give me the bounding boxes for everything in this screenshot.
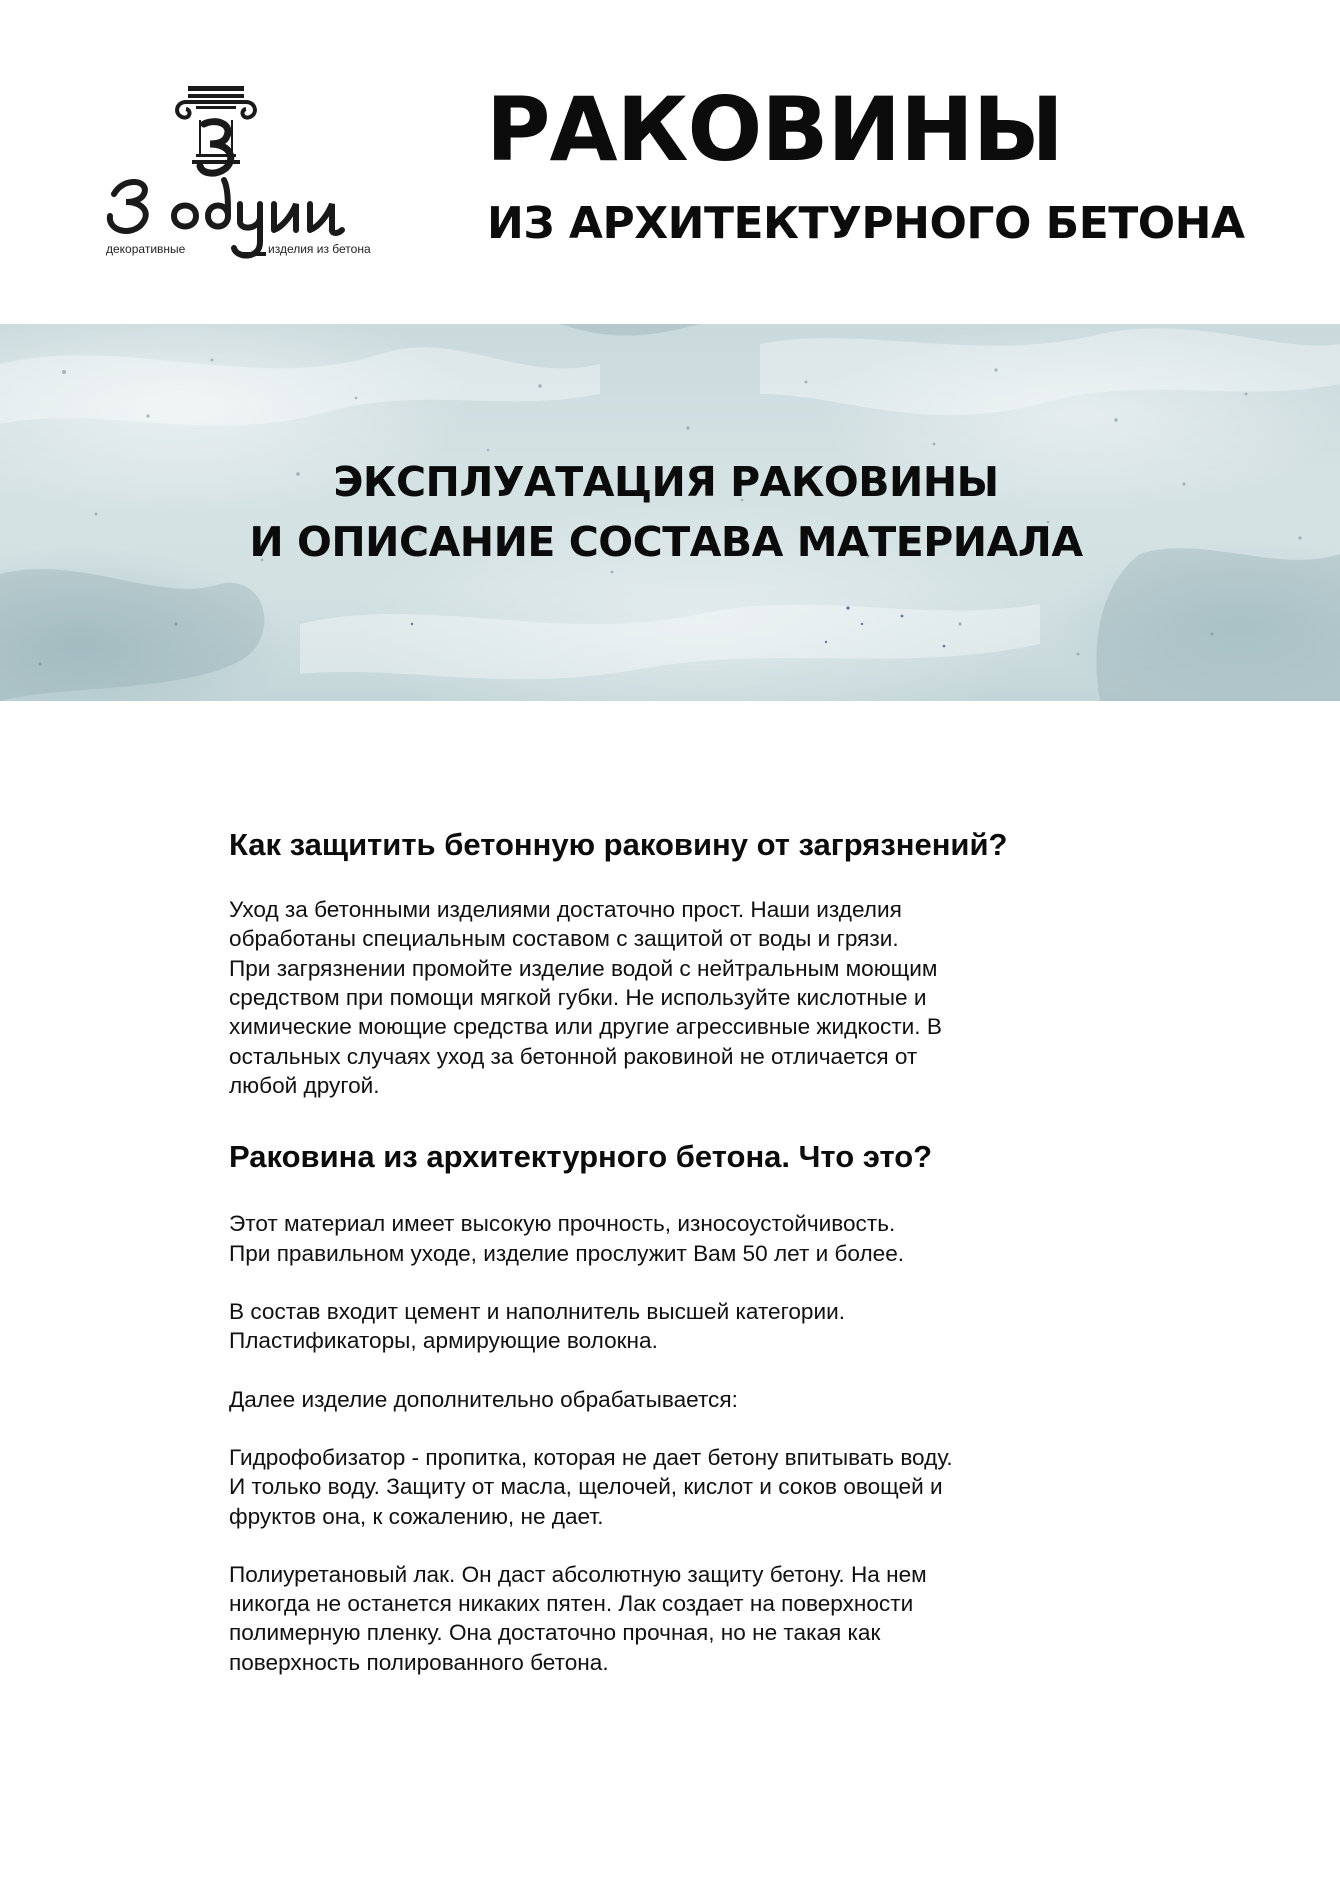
page-title: РАКОВИНЫ [486,78,1063,181]
concrete-banner [0,324,1340,701]
material-paragraph-hydrophobizer: Гидрофобизатор - пропитка, которая не дает бетону впитывать воду. И только воду. Защиту от масла, щелочей, кислот и соков овощей и фруктов она, к сожалению, не дает. [229,1444,953,1529]
page-subtitle: ИЗ АРХИТЕКТУРНОГО БЕТОНА [487,198,1245,249]
material-paragraph-strength: Этот материал имеет высокую прочность, износоустойчивость. При правильном уходе, изделие прослужит Вам 50 лет и более. [229,1211,905,1266]
care-paragraph: Уход за бетонными изделиями достаточно прост. Наши изделия обработаны специальным составом с защитой от воды и грязи. При загрязнении промойте изделие водой с нейтральным моющим средством при помощи мягкой губки. Не используйте кислотные и химические моющие средства или другие агрессивные жидкости. В остальных случаях уход за бетонной раковиной не отличается от любой другой. [229,897,942,1098]
logo-tagline-right: изделия из бетона [268,242,371,256]
material-paragraph-composition: В состав входит цемент и наполнитель высшей категории. Пластификаторы, армирующие волокна. [229,1299,845,1354]
article-content [229,826,1159,1677]
banner-title-line2: И ОПИСАНИЕ СОСТАВА МАТЕРИАЛА [249,518,1083,566]
logo-tagline-left: декоративные [106,242,186,256]
concrete-texture [0,324,1340,701]
section-heading-material: Раковина из архитектурного бетона. Что это? [229,1139,933,1175]
material-paragraph-processing: Далее изделие дополнительно обрабатывается: [229,1386,738,1412]
material-paragraph-lacquer: Полиуретановый лак. Он даст абсолютную защиту бетону. На нем никогда не останется никаких пятен. Лак создает на поверхности полимерную пленку. Она достаточно прочная, но не такая как поверхность полированного бетона. [229,1561,927,1675]
banner-title-line1: ЭКСПЛУАТАЦИЯ РАКОВИНЫ [333,458,999,506]
section-heading-care: Как защитить бетонную раковину от загрязнений? [229,827,1008,862]
